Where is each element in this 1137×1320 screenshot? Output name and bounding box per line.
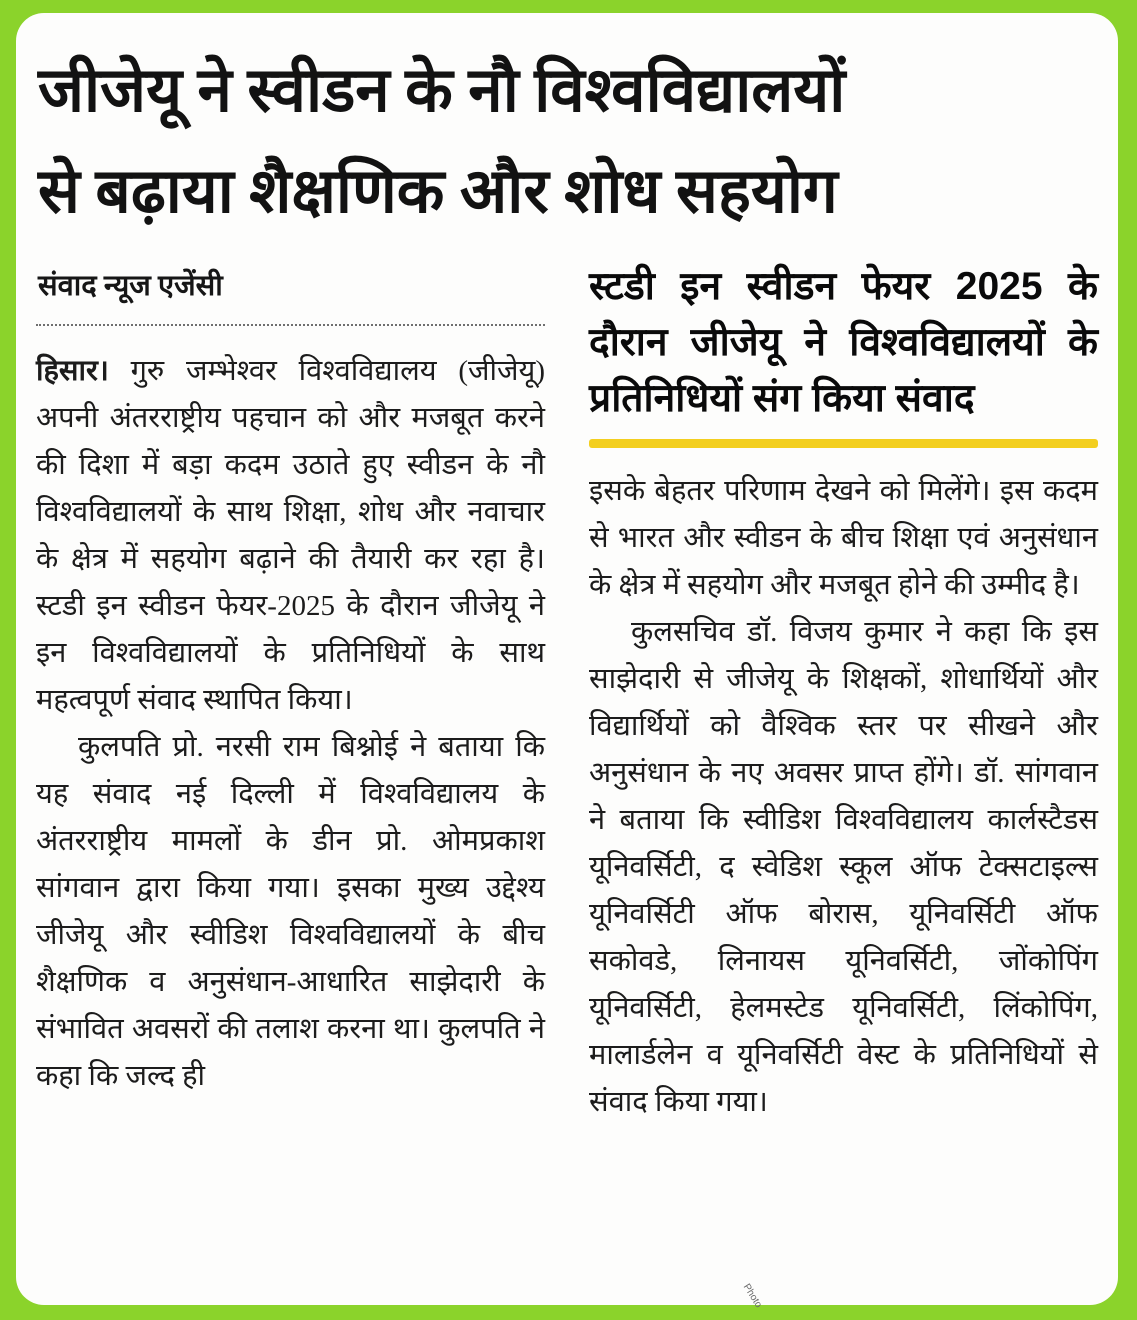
headline-line-1: जीजेयू ने स्वीडन के नौ विश्वविद्यालयों (38, 57, 846, 125)
yellow-underline-rule (589, 439, 1098, 448)
article-columns (36, 259, 1098, 1126)
left-paragraph-1 (36, 348, 545, 724)
dateline: हिसार। (36, 355, 109, 387)
article-headline (38, 41, 1098, 243)
left-column (36, 259, 545, 1126)
right-paragraph-2: कुलसचिव डॉ. विजय कुमार ने कहा कि इस साझेदारी से जीजेयू के शिक्षकों, शोधार्थियों और विद्यार्थियों को वैश्विक स्तर पर सीखने और अनुसंधान के नए अवसर प्राप्त होंगे। डॉ. सांगवान ने बताया कि स्वीडिश विश्वविद्यालय कार्लस्टैडस यूनिवर्सिटी, द स्वेडिश स्कूल ऑफ टेक्सटाइल्स यूनिवर्सिटी ऑफ बोरास, यूनिवर्सिटी ऑफ सकोवडे, लिनायस यूनिवर्सिटी, जोंकोपिंग यूनिवर्सिटी, हेलमस्टेड यूनिवर्सिटी, लिंकोपिंग, मालार्डलेन व यूनिवर्सिटी वेस्ट के प्रतिनिधियों से संवाद किया गया। (589, 616, 1098, 1118)
left-paragraph-2: कुलपति प्रो. नरसी राम बिश्नोई ने बताया कि यह संवाद नई दिल्ली में विश्वविद्यालय के अंतरराष्ट्रीय मामलों के डीन प्रो. ओमप्रकाश सांगवान द्वारा किया गया। इसका मुख्य उद्देश्य जीजेयू और स्वीडिश विश्वविद्यालयों के बीच शैक्षणिक व अनुसंधान-आधारित साझेदारी के संभावित अवसरों की तलाश करना था। कुलपति ने कहा कि जल्द ही (36, 731, 545, 1092)
sub-headline: स्टडी इन स्वीडन फेयर 2025 के दौरान जीजेयू ने विश्वविद्यालयों के प्रतिनिधियों संग किया संवाद (589, 265, 1098, 420)
headline-line-2: से बढ़ाया शैक्षणिक और शोध सहयोग (38, 158, 838, 226)
byline: संवाद न्यूज एजेंसी (36, 259, 545, 326)
photo-watermark: Photo (740, 1282, 764, 1310)
article-panel (16, 13, 1118, 1305)
left-paragraph-1-text: गुरु जम्भेश्वर विश्वविद्यालय (जीजेयू) अपनी अंतरराष्ट्रीय पहचान को और मजबूत करने की दिशा में बड़ा कदम उठाते हुए स्वीडन के नौ विश्वविद्यालयों के साथ शिक्षा, शोध और नवाचार के क्षेत्र में सहयोग बढ़ाने की तैयारी कर रहा है। स्टडी इन स्वीडन फेयर-2025 के दौरान जीजेयू ने इन विश्वविद्यालयों के प्रतिनिधियों के साथ महत्वपूर्ण संवाद स्थापित किया। (36, 355, 545, 716)
right-paragraph-1: इसके बेहतर परिणाम देखने को मिलेंगे। इस कदम से भारत और स्वीडन के बीच शिक्षा एवं अनुसंधान के क्षेत्र में सहयोग और मजबूत होने की उम्मीद है। (589, 475, 1098, 601)
right-column (589, 259, 1098, 1126)
